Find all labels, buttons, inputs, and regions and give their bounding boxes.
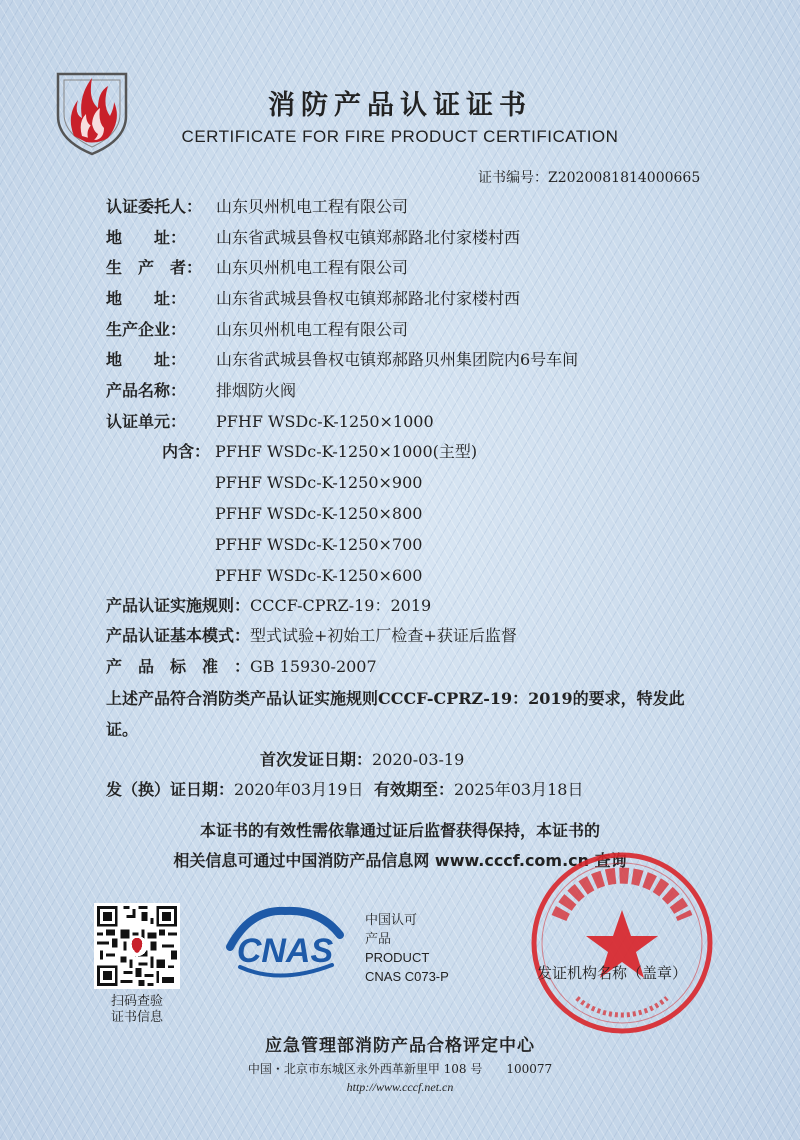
producer-row <box>106 255 408 281</box>
factory-address-value: 山东省武城县鲁权屯镇郑郝路贝州集团院内6号车间 <box>216 350 579 369</box>
contains-item: PFHF WSDc-K-1250×800 <box>215 504 423 523</box>
cert-unit-row <box>106 409 434 435</box>
factory-label: 生产企业： <box>106 320 187 339</box>
certificate-number-label: 证书编号： <box>478 170 548 186</box>
producer-address-row <box>106 286 520 312</box>
contains-row <box>162 439 477 465</box>
footer-url-link[interactable]: http://www.cccf.net.cn <box>346 1080 454 1094</box>
cnas-accreditation-text <box>365 910 449 986</box>
client-label: 认证委托人： <box>106 197 203 216</box>
product-standard-value: GB 15930-2007 <box>250 657 377 676</box>
official-seal-icon <box>527 848 717 1038</box>
cert-rule-row <box>106 593 431 619</box>
qr-caption <box>94 994 180 1026</box>
producer-address-value: 山东省武城县鲁权屯镇郑郝路北付家楼村西 <box>216 289 521 308</box>
client-address-label: 地 址： <box>106 228 187 247</box>
contains-item: PFHF WSDc-K-1250×600 <box>215 566 423 585</box>
cert-rule-label: 产品认证实施规则： <box>106 596 251 615</box>
issue-date-value: 2020年03月19日 <box>234 780 364 799</box>
qr-code-icon[interactable] <box>94 903 180 989</box>
cert-mode-label: 产品认证基本模式： <box>106 626 251 645</box>
cnas-line-4: CNAS C073-P <box>365 969 449 984</box>
qr-caption-line-1: 扫码查验 <box>110 994 163 1009</box>
product-name-label: 产品名称： <box>106 381 187 400</box>
factory-address-label: 地 址： <box>106 350 187 369</box>
product-name-value: 排烟防火阀 <box>216 381 297 400</box>
notice-line-2: 相关信息可通过中国消防产品信息网 www.cccf.com.cn 查询 <box>173 851 627 870</box>
first-issue-value: 2020-03-19 <box>372 750 465 769</box>
cert-unit-label: 认证单元： <box>106 412 187 431</box>
first-issue-label: 首次发证日期： <box>260 750 373 769</box>
certificate-title-english: CERTIFICATE FOR FIRE PRODUCT CERTIFICATION <box>181 127 619 146</box>
cert-unit-value: PFHF WSDc-K-1250×1000 <box>216 412 434 431</box>
product-name-row <box>106 378 296 404</box>
cert-mode-row <box>106 623 517 649</box>
client-address-value: 山东省武城县鲁权屯镇郑郝路北付家楼村西 <box>216 228 521 247</box>
valid-until-label: 有效期至： <box>374 780 455 799</box>
qr-caption-line-2: 证书信息 <box>110 1010 163 1025</box>
factory-address-row <box>106 347 578 373</box>
footer-address: 中国・北京市东城区永外西革新里甲 108 号 100077 <box>247 1062 553 1076</box>
first-issue-row <box>260 747 464 773</box>
producer-value: 山东贝州机电工程有限公司 <box>216 258 409 277</box>
cert-rule-value: CCCF-CPRZ-19：2019 <box>250 596 432 615</box>
product-standard-label: 产 品 标 准 ： <box>106 657 251 676</box>
cnas-logo-text: CNAS <box>236 932 334 970</box>
client-value: 山东贝州机电工程有限公司 <box>216 197 409 216</box>
factory-value: 山东贝州机电工程有限公司 <box>216 320 409 339</box>
product-standard-row <box>106 654 377 680</box>
contains-item: PFHF WSDc-K-1250×700 <box>215 535 423 554</box>
producer-label: 生 产 者： <box>106 258 203 277</box>
issue-date-row <box>106 777 583 803</box>
valid-until-value: 2025年03月18日 <box>454 780 584 799</box>
contains-item: PFHF WSDc-K-1250×1000(主型) <box>215 442 478 461</box>
notice-line-1: 本证书的有效性需依靠通过证后监督获得保持，本证书的 <box>199 821 600 840</box>
contains-label: 内含： <box>162 442 211 461</box>
cert-mode-value: 型式试验+初始工厂检查+获证后监督 <box>250 626 517 645</box>
cnas-line-1: 中国认可 <box>365 912 418 927</box>
issue-date-label: 发（换）证日期： <box>106 780 235 799</box>
certificate-number-value: Z2020081814000665 <box>548 170 701 186</box>
client-row <box>106 194 408 220</box>
producer-address-label: 地 址： <box>106 289 187 308</box>
certificate-title: 消防产品认证证书 <box>268 90 532 121</box>
footer-organization: 应急管理部消防产品合格评定中心 <box>265 1036 535 1056</box>
certificate-number <box>478 167 700 187</box>
issuing-authority-label: 发证机构名称（盖章） <box>537 964 688 982</box>
cnas-line-3: PRODUCT <box>365 950 430 965</box>
factory-row <box>106 317 408 343</box>
client-address-row <box>106 225 520 251</box>
conclusion-text: 上述产品符合消防类产品认证实施规则CCCF-CPRZ-19：2019的要求，特发此证。 <box>106 689 685 739</box>
cnas-line-2: 产品 <box>365 931 392 946</box>
cnas-logo-icon <box>220 905 350 990</box>
contains-item: PFHF WSDc-K-1250×900 <box>215 473 423 492</box>
